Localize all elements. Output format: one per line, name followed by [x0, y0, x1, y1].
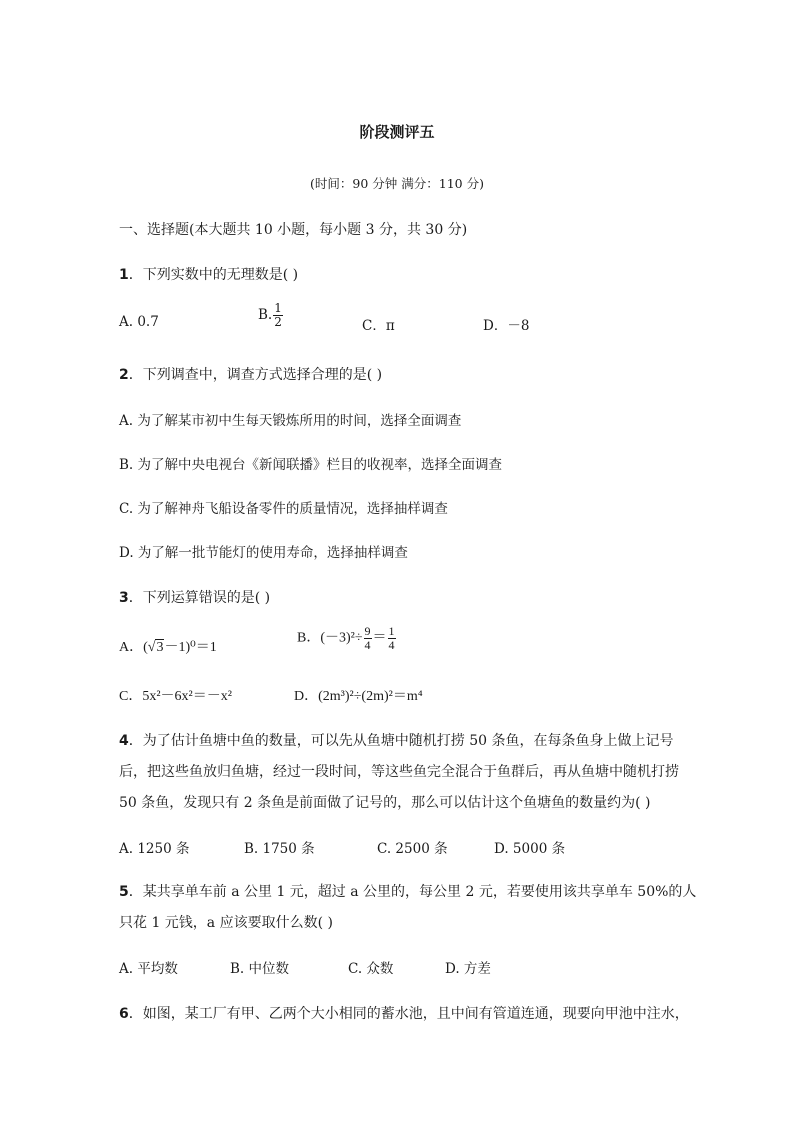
fraction — [364, 625, 372, 652]
option-a: A．(√3－1)⁰＝1 — [119, 640, 217, 655]
question-number: 1 — [119, 267, 129, 283]
fraction-denominator: 2 — [274, 315, 282, 329]
question-text: ．下列实数中的无理数是( ) — [128, 267, 299, 283]
option-c: C．π — [362, 318, 395, 334]
expression: －1)⁰＝1 — [164, 640, 217, 655]
fraction-numerator: 1 — [388, 624, 395, 638]
question-5-line-2: 只花 1 元钱，a 应该要取什么数( ) — [119, 915, 333, 931]
section-heading: 一、选择题(本大题共 10 小题，每小题 3 分，共 30 分) — [119, 222, 468, 238]
option-d: D. 为了解一批节能灯的使用寿命，选择抽样调查 — [119, 545, 408, 561]
option-c: C. 众数 — [348, 961, 394, 977]
option-label: A． — [119, 640, 144, 655]
option-b: B. 1750 条 — [244, 841, 315, 857]
question-6-line-1 — [119, 1003, 689, 1023]
exam-info: (时间：90 分钟 满分：110 分) — [310, 176, 484, 191]
option-d: D．(2m³)²÷(2m)²＝m⁴ — [294, 689, 423, 704]
radicand: 3 — [156, 640, 164, 655]
question-4-line-2: 后，把这些鱼放归鱼塘，经过一段时间，等这些鱼完全混合于鱼群后，再从鱼塘中随机打捞 — [119, 764, 679, 780]
fraction-denominator: 4 — [364, 638, 371, 652]
option-d: D. 方差 — [445, 961, 491, 977]
sqrt-symbol: √3 — [147, 640, 164, 655]
option-label: B. — [258, 307, 273, 323]
option-b: B. 为了解中央电视台《新闻联播》栏目的收视率，选择全面调查 — [119, 457, 503, 473]
fraction-numerator: 9 — [364, 624, 371, 638]
option-a: A. 为了解某市初中生每天锻炼所用的时间，选择全面调查 — [119, 413, 462, 429]
fraction — [273, 302, 283, 329]
question-3-stem — [119, 587, 270, 607]
question-text: ．某共享单车前 a 公里 1 元，超过 a 公里的，每公里 2 元，若要使用该共享单车 50%的人 — [128, 884, 697, 900]
option-d: D. 5000 条 — [494, 841, 566, 857]
question-number: 3 — [119, 590, 129, 606]
expression: B．(－3)²÷ — [297, 630, 363, 646]
page-title: 阶段测评五 — [359, 123, 435, 141]
fraction-denominator: 4 — [388, 638, 395, 652]
question-number: 5 — [119, 884, 129, 900]
option-a: A. 0.7 — [119, 314, 159, 330]
question-text: ．为了估计鱼塘中鱼的数量，可以先从鱼塘中随机打捞 50 条鱼，在每条鱼身上做上记号 — [128, 733, 674, 749]
option-b — [297, 625, 397, 652]
fraction — [388, 625, 396, 652]
option-d: D．－8 — [483, 318, 530, 334]
question-4-line-3: 50 条鱼，发现只有 2 条鱼是前面做了记号的，那么可以估计这个鱼塘鱼的数量约为( ) — [119, 795, 651, 811]
question-text: ．下列调查中，调查方式选择合理的是( ) — [128, 367, 383, 383]
fraction-numerator: 1 — [274, 301, 282, 315]
option-c: C. 为了解神舟飞船设备零件的质量情况，选择抽样调查 — [119, 501, 448, 517]
question-number: 2 — [119, 367, 129, 383]
question-text: ．如图，某工厂有甲、乙两个大小相同的蓄水池，且中间有管道连通，现要向甲池中注水， — [128, 1006, 689, 1022]
equals: ＝ — [372, 630, 387, 646]
question-5-line-1 — [119, 881, 696, 901]
option-c: C．5x²－6x²＝－x² — [119, 689, 232, 704]
question-1-stem — [119, 264, 298, 284]
question-4-line-1 — [119, 730, 673, 750]
question-text: ．下列运算错误的是( ) — [128, 590, 271, 606]
option-a: A. 平均数 — [119, 961, 178, 977]
option-b — [258, 302, 284, 329]
option-b: B. 中位数 — [230, 961, 290, 977]
option-a: A. 1250 条 — [119, 841, 190, 857]
question-number: 6 — [119, 1006, 129, 1022]
question-number: 4 — [119, 733, 129, 749]
option-c: C. 2500 条 — [377, 841, 448, 857]
question-2-stem — [119, 364, 382, 384]
